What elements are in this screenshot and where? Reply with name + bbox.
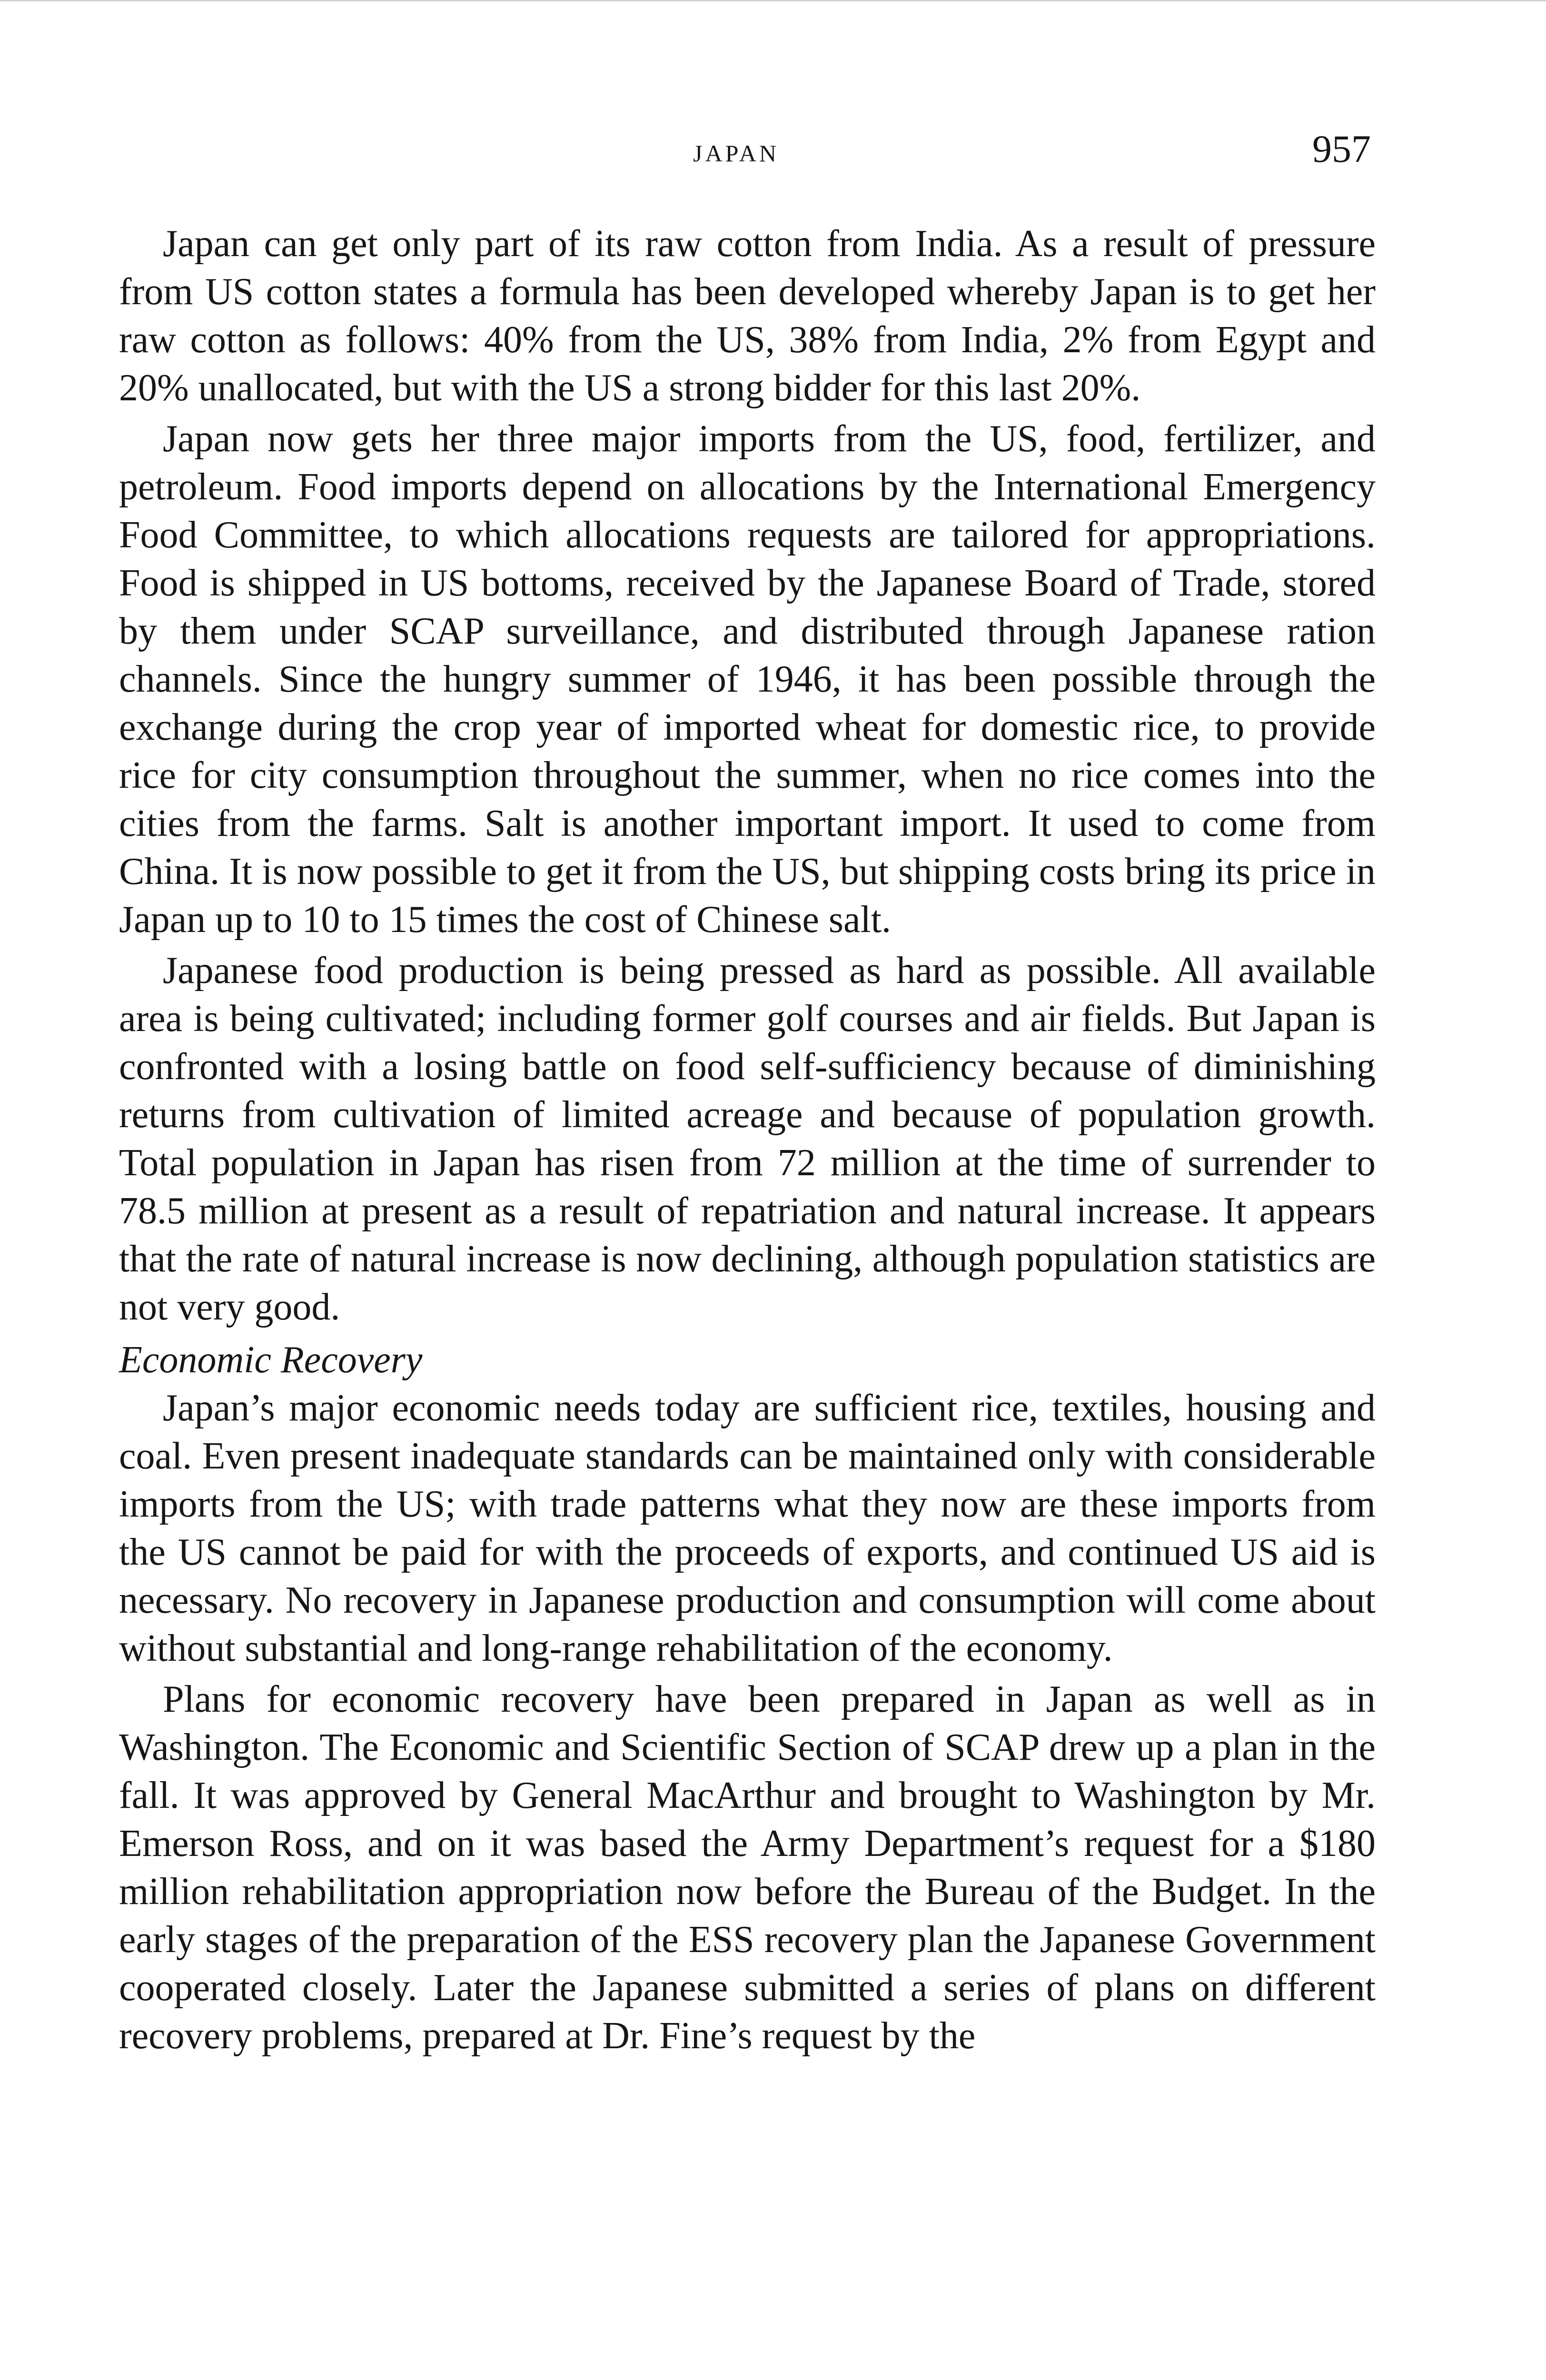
- paragraph-cotton-imports: Japan can get only part of its raw cotton from India. As a result of pressure from US cotton states a formula has been developed whereby Japan is to get her raw cotton as follows: 40% from the US, 38% from India, 2% from Egypt and 20% unallocated, but with the US a strong bidder for this last 20%.: [119, 223, 1376, 409]
- paragraph-recovery-plans: Plans for economic recovery have been prepared in Japan as well as in Washington. The Economic and Scientific Section of SCAP drew up a plan in the fall. It was approved by General MacArthur and brought to Washington by Mr. Emerson Ross, and on it was based the Army Department’s request for a $180 million rehabilitation appropriation now before the Bureau of the Budget. In the early stages of the preparation of the ESS recovery plan the Japanese Government cooperated closely. Later the Japanese submitted a series of plans on different recovery problems, prepared at Dr. Fine’s request by the: [119, 1678, 1376, 2057]
- paragraph-economic-needs: Japan’s major economic needs today are sufficient rice, textiles, housing and coal. Even present inadequate standards can be maintained only with considerable imports from the US; with trade patterns what they now are these imports from the US cannot be paid for with the proceeds of exports, and continued US aid is necessary. No recovery in Japanese production and consumption will come about without substantial and long-range rehabilitation of the economy.: [119, 1387, 1376, 1669]
- text-column: [119, 220, 1376, 2063]
- section-heading: Economic Recovery: [119, 1339, 423, 1381]
- paragraph-food-production: Japanese food production is being pressed as hard as possible. All available area is being cultivated; including former golf courses and air fields. But Japan is confronted with a losing battle on food self-sufficiency because of diminishing returns from cultivation of limited acreage and because of population growth. Total population in Japan has risen from 72 million at the time of surrender to 78.5 million at present as a result of repatriation and natural increase. It appears that the rate of natural increase is now declining, although population statistics are not very good.: [119, 950, 1376, 1328]
- paragraph-major-imports: Japan now gets her three major imports from the US, food, fertilizer, and petroleum. Food imports depend on allocations by the International Emergency Food Committee, to which allocations requests are tailored for appropriations. Food is shipped in US bottoms, received by the Japanese Board of Trade, stored by them under SCAP surveillance, and distributed through Japanese ration channels. Since the hungry summer of 1946, it has been possible through the exchange during the crop year of imported wheat for domestic rice, to provide rice for city consumption throughout the summer, when no rice comes into the cities from the farms. Salt is another important import. It used to come from China. It is now possible to get it from the US, but shipping costs bring its price in Japan up to 10 to 15 times the cost of Chinese salt.: [119, 418, 1376, 941]
- running-head: JAPAN: [693, 140, 780, 167]
- top-edge-rule: [0, 0, 1546, 1]
- page-number: 957: [1312, 127, 1371, 170]
